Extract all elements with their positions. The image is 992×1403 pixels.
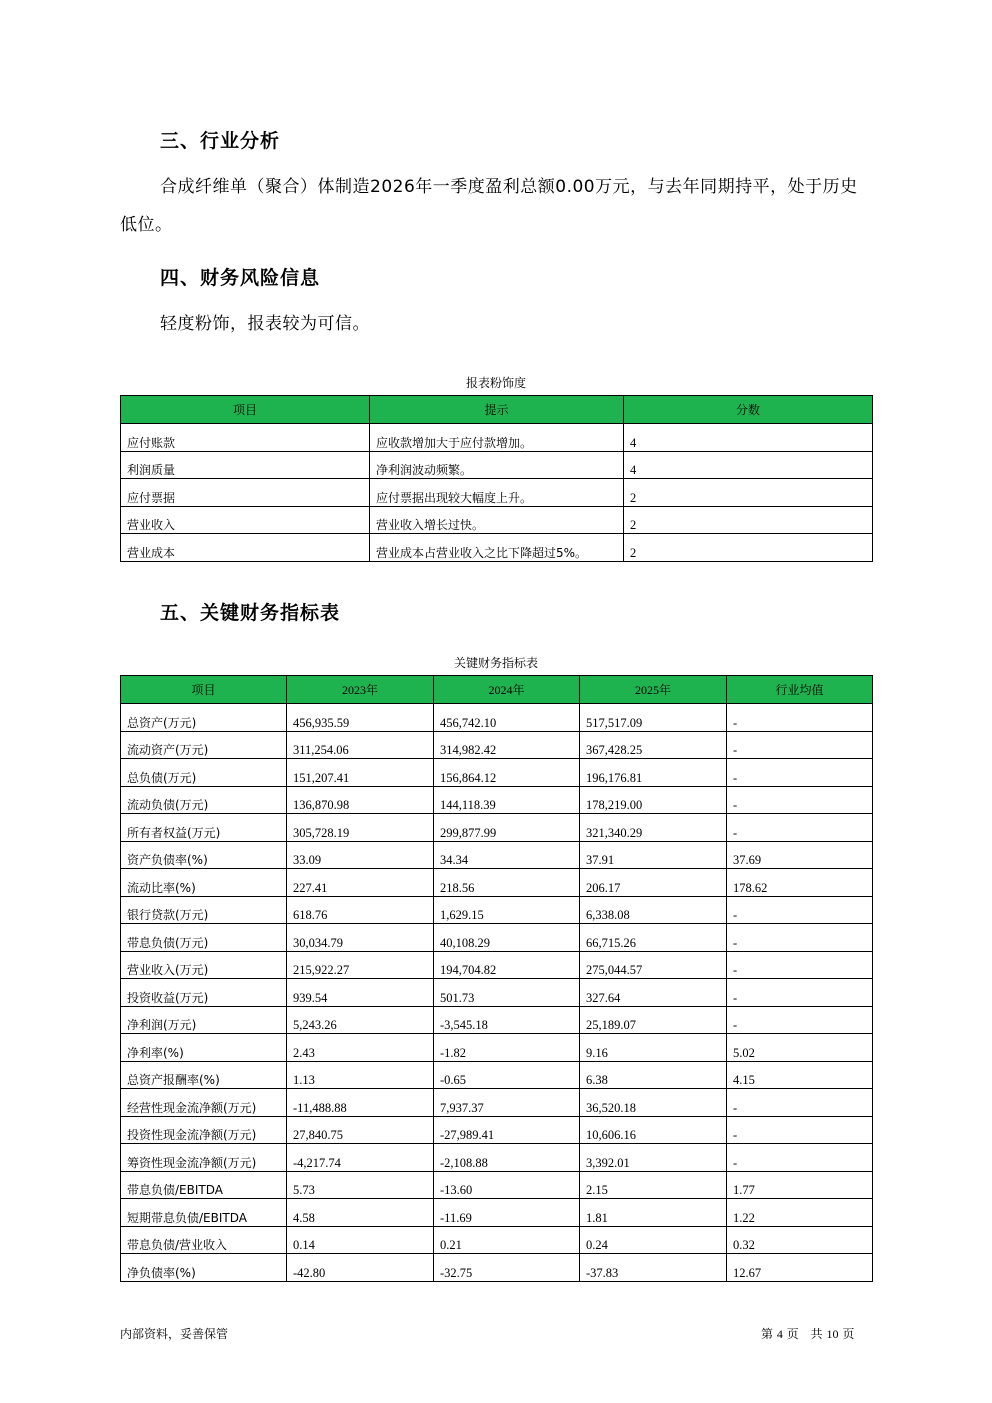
finance-table-row xyxy=(121,1254,873,1282)
finance-table-row xyxy=(121,979,873,1007)
finance-table-row-cell: - xyxy=(727,896,873,924)
finance-table-row-cell: - xyxy=(727,924,873,952)
footer-confidential: 内部资料，妥善保管 xyxy=(120,1327,229,1341)
section-4-heading: 四、财务风险信息 xyxy=(160,267,321,289)
finance-table-row xyxy=(121,896,873,924)
page-suffix: 页 xyxy=(842,1327,855,1341)
risk-table-row xyxy=(121,534,873,562)
risk-table-row-cell: 应付票据 xyxy=(121,479,370,507)
risk-table-row xyxy=(121,506,873,534)
finance-table-row-cell: -4,217.74 xyxy=(287,1144,434,1172)
finance-table-row-cell: 33.09 xyxy=(287,841,434,869)
finance-table-row-cell: 0.14 xyxy=(287,1226,434,1254)
finance-table-row-cell: 带息负债(万元) xyxy=(121,924,287,952)
finance-table-row-cell: 218.56 xyxy=(434,869,580,897)
finance-table-row-cell: 5.73 xyxy=(287,1171,434,1199)
finance-table-row-cell: -42.80 xyxy=(287,1254,434,1282)
finance-table-row-cell: 3,392.01 xyxy=(580,1144,727,1172)
finance-table-row-cell: 27,840.75 xyxy=(287,1116,434,1144)
finance-table-row-cell: 带息负债/营业收入 xyxy=(121,1226,287,1254)
finance-table-row-cell: -32.75 xyxy=(434,1254,580,1282)
finance-table-row xyxy=(121,1199,873,1227)
finance-table-row-cell: 1,629.15 xyxy=(434,896,580,924)
finance-table-row-cell: 6.38 xyxy=(580,1061,727,1089)
finance-table-row-cell: 10,606.16 xyxy=(580,1116,727,1144)
finance-table-row-cell: 299,877.99 xyxy=(434,814,580,842)
finance-header-industry-avg: 行业均值 xyxy=(727,676,873,704)
finance-table-row-cell: 30,034.79 xyxy=(287,924,434,952)
finance-table-row-cell: 短期带息负债/EBITDA xyxy=(121,1199,287,1227)
footer-page-number xyxy=(761,1325,854,1342)
risk-table-row-cell: 营业成本占营业收入之比下降超过5%。 xyxy=(370,534,624,562)
finance-table-row xyxy=(121,1006,873,1034)
finance-header-2024: 2024年 xyxy=(434,676,580,704)
finance-table-row-cell: 1.22 xyxy=(727,1199,873,1227)
finance-table-row-cell: 0.24 xyxy=(580,1226,727,1254)
finance-table-row-cell: 939.54 xyxy=(287,979,434,1007)
finance-table-row-cell: 517,517.09 xyxy=(580,704,727,732)
finance-table-row-cell: 9.16 xyxy=(580,1034,727,1062)
finance-table-row-cell: - xyxy=(727,979,873,1007)
risk-table-row xyxy=(121,424,873,452)
finance-table-row-cell: 25,189.07 xyxy=(580,1006,727,1034)
finance-table-row xyxy=(121,841,873,869)
finance-table-row-cell: 144,118.39 xyxy=(434,786,580,814)
finance-table-row-cell: 501.73 xyxy=(434,979,580,1007)
section-5-heading: 五、关键财务指标表 xyxy=(160,602,341,624)
risk-table-row-cell: 营业收入 xyxy=(121,506,370,534)
finance-table-row-cell: 34.34 xyxy=(434,841,580,869)
finance-table-row xyxy=(121,951,873,979)
finance-table-row-cell: 456,742.10 xyxy=(434,704,580,732)
risk-table-row-cell: 2 xyxy=(624,479,873,507)
risk-table-row-cell: 4 xyxy=(624,451,873,479)
finance-table-row-cell: 5.02 xyxy=(727,1034,873,1062)
section-3-paragraph: 合成纤维单（聚合）体制造2026年一季度盈利总额0.00万元，与去年同期持平，处于历史低位。 xyxy=(120,177,858,235)
risk-table-row xyxy=(121,479,873,507)
finance-table-row xyxy=(121,1061,873,1089)
finance-table-row-cell: 151,207.41 xyxy=(287,759,434,787)
finance-table-row-cell: 流动比率(%) xyxy=(121,869,287,897)
finance-table-row-cell: 带息负债/EBITDA xyxy=(121,1171,287,1199)
finance-table-row-cell: 0.21 xyxy=(434,1226,580,1254)
finance-table-row-cell: 178.62 xyxy=(727,869,873,897)
finance-table-row-cell: -11,488.88 xyxy=(287,1089,434,1117)
risk-table xyxy=(120,395,873,562)
risk-table-row-cell: 利润质量 xyxy=(121,451,370,479)
finance-table-row-cell: 0.32 xyxy=(727,1226,873,1254)
finance-header-2025: 2025年 xyxy=(580,676,727,704)
finance-table-row-cell: 12.67 xyxy=(727,1254,873,1282)
finance-table-row-cell: 367,428.25 xyxy=(580,731,727,759)
finance-table-caption: 关键财务指标表 xyxy=(453,656,538,670)
finance-table-row-cell: 净负债率(%) xyxy=(121,1254,287,1282)
finance-table-row-cell: - xyxy=(727,786,873,814)
finance-table-row-cell: 37.69 xyxy=(727,841,873,869)
finance-table-row-cell: 投资性现金流净额(万元) xyxy=(121,1116,287,1144)
finance-table-row-cell: 1.81 xyxy=(580,1199,727,1227)
finance-table-row-cell: 66,715.26 xyxy=(580,924,727,952)
finance-table-row-cell: 所有者权益(万元) xyxy=(121,814,287,842)
finance-table-row-cell: -1.82 xyxy=(434,1034,580,1062)
finance-table-row-cell: 4.15 xyxy=(727,1061,873,1089)
finance-table-row-cell: - xyxy=(727,951,873,979)
finance-table-row xyxy=(121,759,873,787)
page-current: 4 xyxy=(776,1327,783,1341)
finance-table-row-cell: -0.65 xyxy=(434,1061,580,1089)
risk-table-caption: 报表粉饰度 xyxy=(465,376,526,390)
finance-table-row-cell: - xyxy=(727,731,873,759)
section-4-paragraph: 轻度粉饰，报表较为可信。 xyxy=(160,314,370,334)
finance-table-row-cell: 经营性现金流净额(万元) xyxy=(121,1089,287,1117)
finance-table-row-cell: - xyxy=(727,704,873,732)
finance-table-row xyxy=(121,704,873,732)
finance-table-row-cell: -2,108.88 xyxy=(434,1144,580,1172)
finance-table-row-cell: 618.76 xyxy=(287,896,434,924)
risk-table-row-cell: 2 xyxy=(624,506,873,534)
finance-table-row-cell: 215,922.27 xyxy=(287,951,434,979)
finance-table-row-cell: - xyxy=(727,759,873,787)
finance-table-row xyxy=(121,1171,873,1199)
risk-header-item: 项目 xyxy=(121,396,370,424)
finance-table-row-cell: -3,545.18 xyxy=(434,1006,580,1034)
finance-table-row-cell: 194,704.82 xyxy=(434,951,580,979)
risk-table-row-cell: 应收款增加大于应付款增加。 xyxy=(370,424,624,452)
finance-table-row xyxy=(121,814,873,842)
page-mid: 页 共 xyxy=(786,1327,823,1341)
risk-table-row-cell: 净利润波动频繁。 xyxy=(370,451,624,479)
finance-table-row-cell: 总资产(万元) xyxy=(121,704,287,732)
finance-table-row xyxy=(121,731,873,759)
finance-table-row-cell: 营业收入(万元) xyxy=(121,951,287,979)
finance-table-row-cell: - xyxy=(727,1006,873,1034)
finance-table-row xyxy=(121,1116,873,1144)
finance-table-row-cell: 2.43 xyxy=(287,1034,434,1062)
finance-table-row-cell: 净利率(%) xyxy=(121,1034,287,1062)
finance-table-row-cell: 筹资性现金流净额(万元) xyxy=(121,1144,287,1172)
finance-table-row-cell: 5,243.26 xyxy=(287,1006,434,1034)
risk-table-row-cell: 营业收入增长过快。 xyxy=(370,506,624,534)
finance-table-row-cell: - xyxy=(727,814,873,842)
finance-table-row-cell: 流动负债(万元) xyxy=(121,786,287,814)
finance-table-row-cell: 196,176.81 xyxy=(580,759,727,787)
finance-table-row-cell: -37.83 xyxy=(580,1254,727,1282)
finance-table-row-cell: 总资产报酬率(%) xyxy=(121,1061,287,1089)
risk-table-row-cell: 4 xyxy=(624,424,873,452)
finance-table-row-cell: 178,219.00 xyxy=(580,786,727,814)
finance-table-row-cell: 136,870.98 xyxy=(287,786,434,814)
finance-table-row xyxy=(121,786,873,814)
risk-header-score: 分数 xyxy=(624,396,873,424)
finance-table-row-cell: 311,254.06 xyxy=(287,731,434,759)
finance-table-row-cell: -11.69 xyxy=(434,1199,580,1227)
finance-table-row-cell: 投资收益(万元) xyxy=(121,979,287,1007)
finance-table-row xyxy=(121,1089,873,1117)
finance-table-row-cell: 1.13 xyxy=(287,1061,434,1089)
finance-table-row-cell: 275,044.57 xyxy=(580,951,727,979)
finance-table-row-cell: 1.77 xyxy=(727,1171,873,1199)
finance-table-row-cell: - xyxy=(727,1089,873,1117)
finance-table-row-cell: 流动资产(万元) xyxy=(121,731,287,759)
finance-table-row-cell: 7,937.37 xyxy=(434,1089,580,1117)
finance-table-row-cell: - xyxy=(727,1116,873,1144)
finance-table-row-cell: -27,989.41 xyxy=(434,1116,580,1144)
finance-table-row-cell: 37.91 xyxy=(580,841,727,869)
finance-table-row-cell: -13.60 xyxy=(434,1171,580,1199)
finance-table-row-cell: 156,864.12 xyxy=(434,759,580,787)
section-3-heading: 三、行业分析 xyxy=(160,130,281,152)
finance-table-row-cell: 227.41 xyxy=(287,869,434,897)
risk-table-row-cell: 2 xyxy=(624,534,873,562)
finance-table-row xyxy=(121,1034,873,1062)
finance-table xyxy=(120,675,873,1282)
risk-table-row-cell: 应付账款 xyxy=(121,424,370,452)
page-prefix: 第 xyxy=(761,1327,774,1341)
finance-table-row-cell: 总负债(万元) xyxy=(121,759,287,787)
finance-table-row-cell: 40,108.29 xyxy=(434,924,580,952)
page-total: 10 xyxy=(826,1327,839,1341)
finance-header-item: 项目 xyxy=(121,676,287,704)
finance-header-2023: 2023年 xyxy=(287,676,434,704)
finance-table-row-cell: 净利润(万元) xyxy=(121,1006,287,1034)
risk-table-row xyxy=(121,451,873,479)
finance-table-row-cell: 456,935.59 xyxy=(287,704,434,732)
finance-table-row-cell: - xyxy=(727,1144,873,1172)
finance-table-row-cell: 321,340.29 xyxy=(580,814,727,842)
finance-table-row-cell: 银行贷款(万元) xyxy=(121,896,287,924)
finance-table-row-cell: 2.15 xyxy=(580,1171,727,1199)
finance-table-row-cell: 4.58 xyxy=(287,1199,434,1227)
finance-table-row-cell: 36,520.18 xyxy=(580,1089,727,1117)
finance-table-row-cell: 206.17 xyxy=(580,869,727,897)
finance-table-row-cell: 327.64 xyxy=(580,979,727,1007)
finance-table-row-cell: 305,728.19 xyxy=(287,814,434,842)
risk-table-row-cell: 营业成本 xyxy=(121,534,370,562)
finance-table-row-cell: 314,982.42 xyxy=(434,731,580,759)
finance-table-row-cell: 资产负债率(%) xyxy=(121,841,287,869)
finance-table-row xyxy=(121,1144,873,1172)
finance-table-row xyxy=(121,924,873,952)
finance-table-row-cell: 6,338.08 xyxy=(580,896,727,924)
risk-header-hint: 提示 xyxy=(370,396,624,424)
finance-table-row xyxy=(121,869,873,897)
risk-table-row-cell: 应付票据出现较大幅度上升。 xyxy=(370,479,624,507)
finance-table-row xyxy=(121,1226,873,1254)
